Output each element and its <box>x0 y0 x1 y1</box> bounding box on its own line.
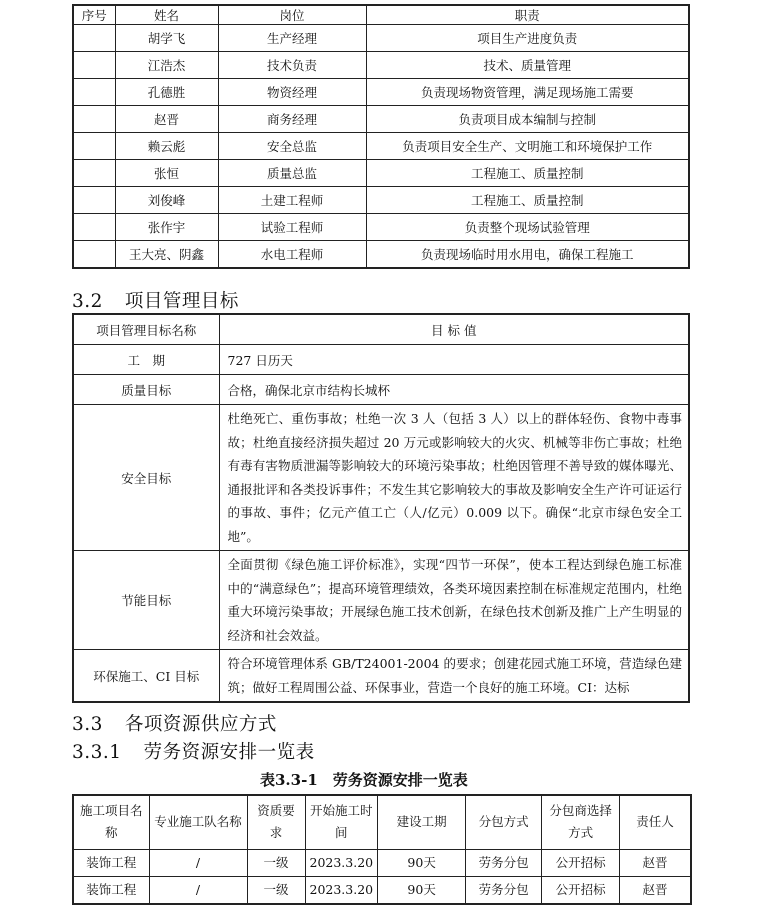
table-cell: 公开招标 <box>542 876 620 904</box>
staff-header-cell: 姓名 <box>115 5 218 25</box>
table-cell: 水电工程师 <box>218 241 366 269</box>
goals-row <box>73 551 689 650</box>
table-row <box>73 160 689 187</box>
section-title: 劳务资源安排一览表 <box>143 742 315 763</box>
table-row <box>73 849 691 876</box>
table-cell: / <box>149 849 247 876</box>
table-cell: 土建工程师 <box>218 187 366 214</box>
labor-header-cell: 开始施工时间 <box>305 795 378 849</box>
table-cell: 2023.3.20 <box>305 849 378 876</box>
table-cell: 负责项目安全生产、文明施工和环境保护工作 <box>366 133 689 160</box>
table-cell: 物资经理 <box>218 79 366 106</box>
goal-value: 合格，确保北京市结构长城杯 <box>219 375 689 405</box>
table-cell: 孔德胜 <box>115 79 218 106</box>
table-caption: 表3.3-1 劳务资源安排一览表 <box>260 771 468 789</box>
table-cell: 赖云彪 <box>115 133 218 160</box>
table-cell: 公开招标 <box>542 849 620 876</box>
table-cell <box>73 214 115 241</box>
table-cell: 试验工程师 <box>218 214 366 241</box>
table-row <box>73 25 689 52</box>
goal-value: 杜绝死亡、重伤事故；杜绝一次 3 人（包括 3 人）以上的群体轻伤、食物中毒事故；杜绝直接经济损失超过 20 万元或影响较大的火灾、机械等非伤亡事故；杜绝有毒有害物质泄漏等影响较大的环境污染事故；杜绝因管理不善导致的媒体曝光、通报批评和各类投诉事件；不发生其它影响较大的事故及影响安全生产许可证运行的事故、事件；亿元产值工亡（人/亿元）0.009 以下。确保“北京市绿色安全工地”。 <box>219 405 689 551</box>
labor-header-cell: 责任人 <box>620 795 691 849</box>
table-cell: 劳务分包 <box>466 876 542 904</box>
table-cell: 负责项目成本编制与控制 <box>366 106 689 133</box>
goals-row <box>73 650 689 703</box>
table-cell: 负责整个现场试验管理 <box>366 214 689 241</box>
goal-value: 符合环境管理体系 GB/T24001-2004 的要求；创建花园式施工环境，营造绿色建筑；做好工程周围公益、环保事业，营造一个良好的施工环境。CI：达标 <box>219 650 689 703</box>
section-heading-3-2 <box>72 287 239 313</box>
goal-name: 环保施工、CI 目标 <box>73 650 219 703</box>
labor-header-cell: 分包方式 <box>466 795 542 849</box>
table-cell: 装饰工程 <box>73 849 149 876</box>
labor-header-cell: 施工项目名称 <box>73 795 149 849</box>
table-cell: 张恒 <box>115 160 218 187</box>
table-row <box>73 241 689 269</box>
staff-header-cell: 岗位 <box>218 5 366 25</box>
table-cell: 商务经理 <box>218 106 366 133</box>
goal-value: 全面贯彻《绿色施工评价标准》，实现“四节一环保”，使本工程达到绿色施工标准中的“满意绿色”；提高环境管理绩效，各类环境因素控制在标准规定范围内，杜绝重大环境污染事故；开展绿色施工技术创新，在绿色技术创新及推广上产生明显的经济和社会效益。 <box>219 551 689 650</box>
staff-table <box>72 4 690 269</box>
section-number: 3.3.1 <box>72 742 122 763</box>
labor-header-cell: 建设工期 <box>378 795 466 849</box>
section-number: 3.2 <box>72 291 103 312</box>
section-heading-3-3 <box>72 710 277 736</box>
table-cell: 张作宇 <box>115 214 218 241</box>
table-cell: 劳务分包 <box>466 849 542 876</box>
table-cell <box>73 106 115 133</box>
goals-row <box>73 405 689 551</box>
table-cell: 2023.3.20 <box>305 876 378 904</box>
table-cell: 质量总监 <box>218 160 366 187</box>
table-cell: 一级 <box>247 849 305 876</box>
labor-header-cell: 分包商选择方式 <box>542 795 620 849</box>
table-cell <box>73 79 115 106</box>
table-cell: 王大亮、阴鑫 <box>115 241 218 269</box>
table-cell: 项目生产进度负责 <box>366 25 689 52</box>
staff-header-cell: 序号 <box>73 5 115 25</box>
section-heading-3-3-1 <box>72 738 315 764</box>
goals-row <box>73 375 689 405</box>
table-cell <box>73 187 115 214</box>
table-row <box>73 106 689 133</box>
goals-header-name: 项目管理目标名称 <box>73 314 219 345</box>
labor-header-cell: 资质要求 <box>247 795 305 849</box>
table-cell: 工程施工、质量控制 <box>366 160 689 187</box>
goal-name: 节能目标 <box>73 551 219 650</box>
staff-header-row <box>73 5 689 25</box>
table-cell: 负责现场临时用水用电，确保工程施工 <box>366 241 689 269</box>
labor-table <box>72 794 692 905</box>
table-row <box>73 876 691 904</box>
table-cell <box>73 241 115 269</box>
goals-row <box>73 345 689 375</box>
goals-table <box>72 313 690 703</box>
table-cell <box>73 133 115 160</box>
table-cell: 一级 <box>247 876 305 904</box>
table-cell: 胡学飞 <box>115 25 218 52</box>
section-title: 项目管理目标 <box>124 291 239 312</box>
table-cell: 负责现场物资管理，满足现场施工需要 <box>366 79 689 106</box>
labor-header-cell: 专业施工队名称 <box>149 795 247 849</box>
goal-value: 727 日历天 <box>219 345 689 375</box>
section-title: 各项资源供应方式 <box>124 714 277 735</box>
table-cell <box>73 25 115 52</box>
goal-name: 安全目标 <box>73 405 219 551</box>
table-cell: 技术、质量管理 <box>366 52 689 79</box>
table-cell: 工程施工、质量控制 <box>366 187 689 214</box>
table-cell: 生产经理 <box>218 25 366 52</box>
goals-header-row <box>73 314 689 345</box>
table-cell <box>73 52 115 79</box>
table-cell: 安全总监 <box>218 133 366 160</box>
goal-name: 工 期 <box>73 345 219 375</box>
table-cell: 赵晋 <box>620 876 691 904</box>
table-cell: 刘俊峰 <box>115 187 218 214</box>
table-row <box>73 133 689 160</box>
table-cell: 赵晋 <box>115 106 218 133</box>
labor-header-row <box>73 795 691 849</box>
table-cell: 江浩杰 <box>115 52 218 79</box>
table-row <box>73 52 689 79</box>
table-cell: 90天 <box>378 849 466 876</box>
goal-name: 质量目标 <box>73 375 219 405</box>
table-row <box>73 214 689 241</box>
goals-header-value: 目 标 值 <box>219 314 689 345</box>
table-cell: / <box>149 876 247 904</box>
table-cell <box>73 160 115 187</box>
section-number: 3.3 <box>72 714 103 735</box>
table-cell: 赵晋 <box>620 849 691 876</box>
table-cell: 90天 <box>378 876 466 904</box>
table-row <box>73 79 689 106</box>
table-cell: 技术负责 <box>218 52 366 79</box>
table-cell: 装饰工程 <box>73 876 149 904</box>
table-row <box>73 187 689 214</box>
staff-header-cell: 职责 <box>366 5 689 25</box>
